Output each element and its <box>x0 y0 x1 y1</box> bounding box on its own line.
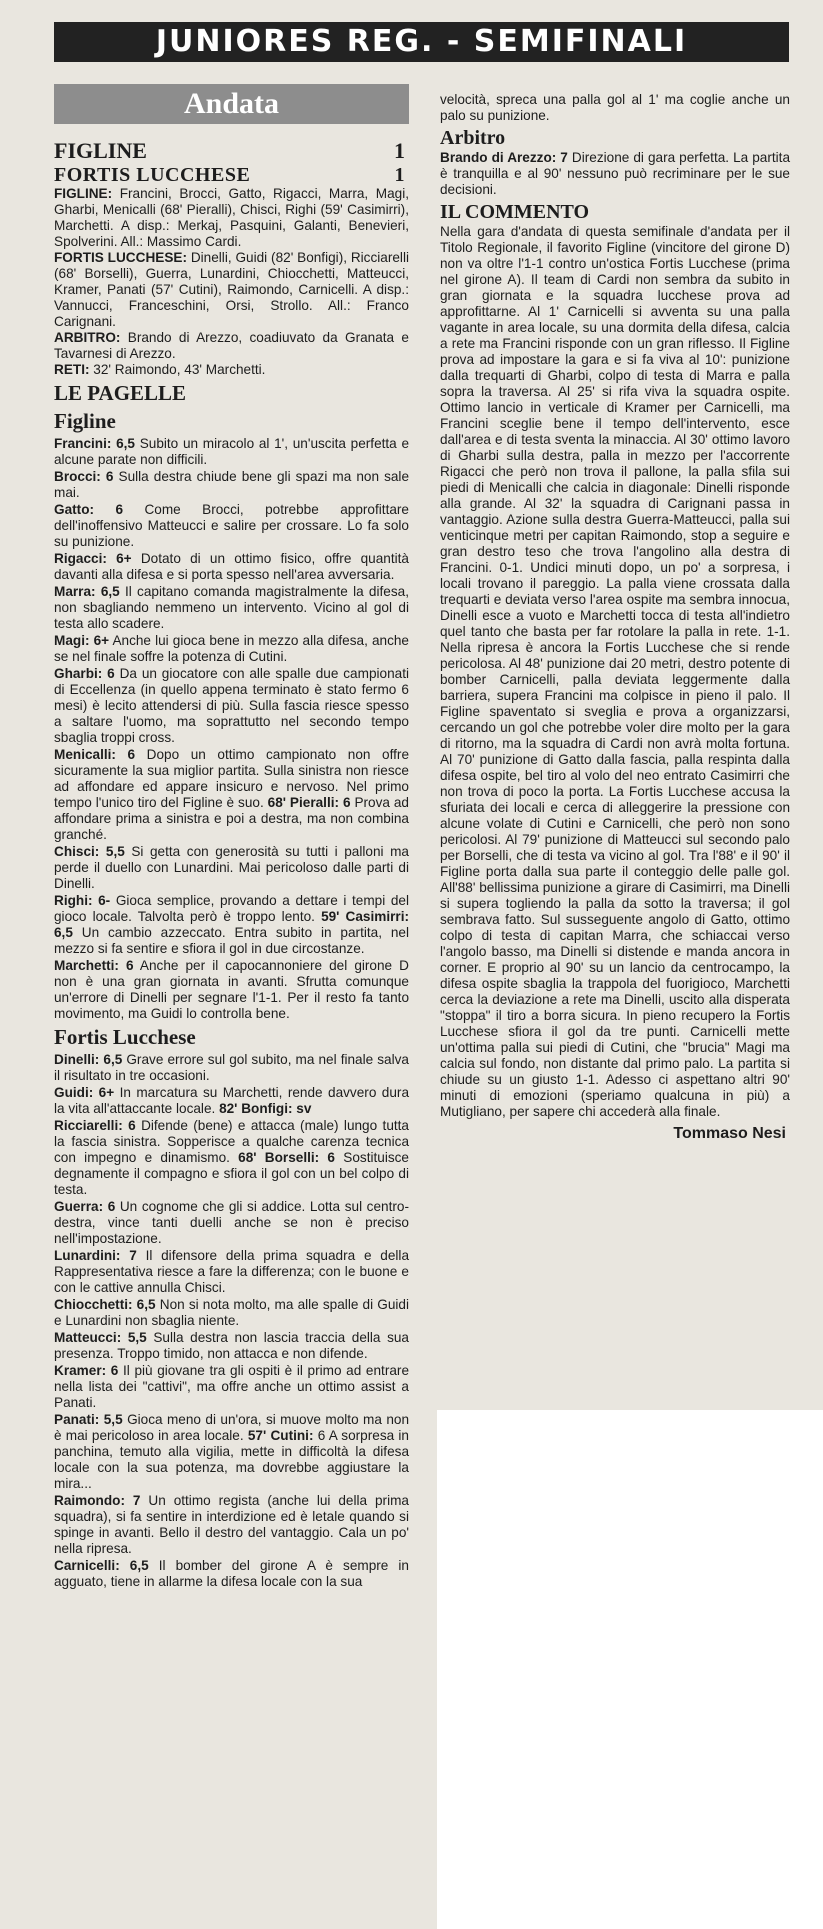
figline-player-name: Marchetti: 6 <box>54 958 134 973</box>
fortis-substitute-comment: Sostituisce degnamente il compagno e sfiora il gol con un bel colpo di testa. <box>54 1150 409 1197</box>
figline-player-comment: Sulla destra chiude bene gli spazi ma non sale mai. <box>54 469 410 500</box>
figline-rating <box>54 584 409 632</box>
figline-substitute-comment: Un cambio azzeccato. Entra subito in partita, nel mezzo si fa sentire e sfiora il gol in due circostanze. <box>54 925 409 956</box>
figline-player-name: Brocci: 6 <box>54 469 114 484</box>
home-team: FIGLINE <box>54 138 147 163</box>
lineup-reti-text: 32' Raimondo, 43' Marchetti. <box>93 362 266 377</box>
away-score: 1 <box>394 164 405 186</box>
lineup-arbitro-text: Brando di Arezzo, coadiuvato da Granata e Tavarnesi di Arezzo. <box>54 330 409 361</box>
figline-player-name: Menicalli: 6 <box>54 747 136 762</box>
home-score: 1 <box>394 138 405 163</box>
fortis-rating <box>54 1412 409 1492</box>
score-away-row <box>54 164 409 186</box>
score-home-row <box>54 138 409 164</box>
figline-player-name: Magi: 6+ <box>54 633 110 648</box>
arbitro-rating <box>440 150 790 198</box>
fortis-player-name: Ricciarelli: 6 <box>54 1118 136 1133</box>
figline-player-comment: Anche lui gioca bene in mezzo alla difesa, anche se nel finale soffre la potenza di Cutini. <box>54 633 409 664</box>
figline-rating <box>54 666 409 746</box>
figline-player-comment: Anche per il capocannoniere del girone D non è una gran giornata in avanti. Sfrutta comunque un'errore di Dinelli per segnare l'1-1. Per il resto fa tanto movimento, ma Guidi lo controlla bene. <box>54 958 409 1021</box>
fortis-player-comment: Sulla destra non lascia traccia della sua presenza. Troppo timido, non attacca e non difende. <box>54 1330 409 1361</box>
fortis-player-name: Raimondo: 7 <box>54 1493 141 1508</box>
fortis-rating <box>54 1052 409 1084</box>
section-andata: Andata <box>54 84 409 124</box>
fortis-rating <box>54 1248 409 1296</box>
figline-substitute-comment: Prova ad affondare prima a sinistra e poi a destra, ma non combina granché. <box>54 795 409 842</box>
figline-player-name: Rigacci: 6+ <box>54 551 132 566</box>
left-column <box>54 84 409 1591</box>
article-author: Tommaso Nesi <box>673 1125 786 1142</box>
commento-text: Nella gara d'andata di questa semifinale d'andata per il Titolo Regionale, il favorito Figline (vincitore del girone D) non va oltre l'1-1 contro un'ostica Fortis Lucchese (prima nel girone A). Il team di Cardi non sembra da subito in gran giornata e la squadra lucchese prova ad approfittarne. Al 1' Carnicelli si avventa su una palla vagante in area locale, su una dormita della difesa, calcia a rete ma Francini risponde con un gran riflesso. Il Figline prova ad impostare la gara e si fa viva al 10': punizione dalla trequarti di Gharbi, colpo di testa di Marra e palla sopra la traversa. Al 25' si rifa viva la squadra ospite. Ottimo lancio in verticale di Kramer per Carnicelli, ma Francini sceglie bene il tempo dell'intervento, esce dall'area e di testa sventa la minaccia. Al 30' ottimo lavoro di Gharbi sulla destra, palla in mezzo per l'accorrente Rigacci che però non trova il pallone, la palla sfila sui piedi di Menicalli che calcia in diagonale: Dinelli risponde alla grande. Al 32' la squadra di Carignani passa in vantaggio. Azione sulla destra Guerra-Matteucci, palla sui venticinque metri per capitan Raimondo, stop a seguire e gran destro teso che trova l'angolino alla destra di Francini. 0-1. Undici minuti dopo, un po' a sorpresa, i locali trovano il pareggio. La palla viene crossata dalla trequarti e deviata verso l'area ospite ma sembra innocua, Dinelli esce a vuoto e Marchetti tocca di testa all'indietro quel tanto che basta per far rotolare la palla in rete. 1-1. Nella ripresa è ancora la Fortis Lucchese che si rende pericolosa. Al 48' punizione dai 20 metri, destro potente di bomber Carnicelli, palla deviata leggermente dalla barriera, supera Francini ma colpisce in pieno il palo. Il Figline spaventato si sveglia e prova a organizzarsi, cercando un gol che potrebbe voler dire molto per la gara di ritorno, ma la squadra di Cardi non avrà molta fortuna. Al 70' punizione di Gatto dalla fascia, palla respinta dalla difesa ospite, bel tiro al volo del neo entrato Casimirri che non trova di poco la porta. La Fortis Lucchese accusa la sfuriata dei locali e cerca di alleggerire la pressione con alcune volate di Cutini e Carnicelli, che però non sono pericolosi. Al 79' punizione di Matteucci sul secondo palo per Borselli, che di testa va vicino al gol. Tra l'88' e il 90' il Figline porta dalla sua parte il conteggio delle palle gol. All'88' bellissima punizione a girare di Casimirri, ma Dinelli si supera togliendo la palla da sotto la traversa; il gol sembrava fatto. Sul susseguente angolo di Gatto, ottimo colpo di testa di capitan Marra, che schiaccai verso l'angolo basso, ma Dinelli si distende e manda ancora in corner. E proprio al 90' su un lancio da centrocampo, la difesa ospite sbaglia la trappola del fuorigioco, Marchetti cerca la deviazione a rete ma Dinelli, uscito alla disperata "stoppa" il tiro a borra sicura. In pieno recupero la Fortis Lucchese sfiora il gol da tre punti. Carnicelli mette un'ottima palla sui piedi di Cutini, che "brucia" Magi ma calcia sul fondo, non distante dal primo palo. La partita si chiude su un giusto 1-1. Adesso ci aspettano altri 90' minuti di emozioni (speriamo qualcuna in più) a Mutigliano, per sapere chi accederà alla finale. <box>440 224 790 1119</box>
figline-player-comment: Come Brocci, potrebbe approfittare dell'inoffensivo Matteucci e salire per crossare. Lo fa solo su punizione. <box>54 502 409 549</box>
figline-substitute-name: 59' Casimirri: 6,5 <box>54 909 409 940</box>
fortis-player-comment: In marcatura su Marchetti, rende davvero dura la vita all'attaccante locale. <box>54 1085 410 1116</box>
fortis-player-comment: Un cognome che gli si addice. Lotta sul centro- destra, vince tanti duelli anche se non è preciso nell'impostazione. <box>54 1199 409 1246</box>
fortis-rating <box>54 1118 409 1198</box>
lineup-arbitro <box>54 330 409 362</box>
fortis-player-name: Kramer: 6 <box>54 1363 119 1378</box>
arbitro-rating-name: Brando di Arezzo: 7 <box>440 150 568 165</box>
arbitro-rating-text: Direzione di gara perfetta. La partita è tranquilla e al 90' nessuno può recriminare per le sue decisioni. <box>440 150 790 197</box>
lineup-fortis <box>54 250 409 330</box>
lineup-figline-text: Francini, Brocci, Gatto, Rigacci, Marra, Magi, Gharbi, Menicalli (68' Pieralli), Chisci, Righi (59' Casimirri), Marchetti. A disp.: Merkaj, Pasquini, Galanti, Benevieri, Spolverini. All.: Massimo Cardi. <box>54 186 409 249</box>
figline-player-name: Gharbi: 6 <box>54 666 115 681</box>
arbitro-head: Arbitro <box>440 127 506 149</box>
fortis-substitute-name: 82' Bonfigi: sv <box>219 1101 312 1116</box>
lineup-arbitro-label: ARBITRO: <box>54 330 121 345</box>
commento-head: IL COMMENTO <box>440 201 590 223</box>
fortis-rating <box>54 1297 409 1329</box>
page-banner: JUNIORES REG. - SEMIFINALI <box>54 22 789 62</box>
fortis-player-comment: Il difensore della prima squadra e della Rappresentativa riesce a fare la differenza; con le buone e con le cattive annulla Chisci. <box>54 1248 410 1295</box>
away-team: FORTIS LUCCHESE <box>54 164 251 186</box>
fortis-player-comment: Il bomber del girone A è sempre in agguato, tiene in allarme la difesa locale con la sua <box>54 1558 409 1589</box>
figline-player-comment: Gioca semplice, provando a dettare i tempi del gioco locale. Talvolta però è troppo lento. <box>54 893 409 924</box>
figline-player-name: Francini: 6,5 <box>54 436 135 451</box>
figline-rating <box>54 958 409 1022</box>
lineup-figline <box>54 186 409 250</box>
fortis-rating <box>54 1493 409 1557</box>
fortis-player-comment: Grave errore sul gol subito, ma nel finale salva il risultato in tre occasioni. <box>54 1052 409 1083</box>
fortis-player-name: Dinelli: 6,5 <box>54 1052 123 1067</box>
figline-player-comment: Dopo un ottimo campionato non offre sicuramente la sua miglior partita. Sulla sinistra non riesce ad affondare ed appare insicuro e nervoso. Nel primo tempo l'unico tiro del Figline è suo. <box>54 747 410 810</box>
figline-player-name: Chisci: 5,5 <box>54 844 125 859</box>
fortis-rating <box>54 1330 409 1362</box>
figline-rating <box>54 633 409 665</box>
figline-rating <box>54 469 409 501</box>
fortis-substitute-name: 57' Cutini: <box>247 1428 314 1443</box>
figline-ratings-list <box>54 436 409 1022</box>
fortis-rating <box>54 1363 409 1411</box>
fortis-substitute-comment: 6 A sorpresa in panchina, temuto alla vigilia, mette in difficoltà la difesa locale con la sua potenza, ma dovrebbe aggiustare la mira... <box>54 1428 409 1491</box>
fortis-player-comment: Gioca meno di un'ora, si muove molto ma non è mai pericoloso in area locale. <box>54 1412 410 1443</box>
fortis-ratings-list <box>54 1052 409 1590</box>
lineup-reti <box>54 362 409 378</box>
figline-player-comment: Il capitano comanda magistralmente la difesa, non sbagliando nemmeno un intervento. Vicino al gol di testa allo scadere. <box>54 584 409 631</box>
figline-player-comment: Dotato di un ottimo fisico, offre quantità davanti alla difesa e si porta spesso nell'area avversaria. <box>54 551 409 582</box>
pagelle-title: LE PAGELLE <box>54 381 187 405</box>
fortis-player-comment: Difende (bene) e attacca (male) lungo tutta la fascia sinistra. Sopperisce a qualche carenza tecnica con impegno e dinamismo. <box>54 1118 409 1165</box>
figline-player-comment: Si getta con generosità su tutti i palloni ma perde il duello con Lunardini. Mai pericoloso dalle parti di Dinelli. <box>54 844 409 891</box>
blank-area <box>437 1410 823 1929</box>
figline-rating <box>54 551 409 583</box>
fortis-player-name: Carnicelli: 6,5 <box>54 1558 149 1573</box>
fortis-player-comment: Il più giovane tra gli ospiti è il primo ad entrare nella lista dei "cattivi", ma offre anche un ottimo assist a Panati. <box>54 1363 410 1410</box>
figline-rating <box>54 502 409 550</box>
figline-rating <box>54 436 409 468</box>
fortis-rating <box>54 1558 409 1590</box>
right-column <box>440 92 790 1144</box>
figline-player-name: Righi: 6- <box>54 893 111 908</box>
figline-player-comment: Subito un miracolo al 1', un'uscita perfetta e alcune parate non difficili. <box>54 436 409 467</box>
lineup-figline-label: FIGLINE: <box>54 186 113 201</box>
figline-player-name: Marra: 6,5 <box>54 584 120 599</box>
figline-substitute-name: 68' Pieralli: 6 <box>267 795 351 810</box>
fortis-substitute-name: 68' Borselli: 6 <box>238 1150 335 1165</box>
fortis-player-name: Lunardini: 7 <box>54 1248 137 1263</box>
fortis-player-comment: Un ottimo regista (anche lui della prima squadra), si fa sentire in interdizione ed è letale quando si spinge in avanti. Bello il destro del vantaggio. Cala un po' nella ripresa. <box>54 1493 409 1556</box>
figline-rating <box>54 893 409 957</box>
fortis-rating <box>54 1085 409 1117</box>
figline-player-comment: Da un giocatore con alle spalle due campionati di Eccellenza (in quello appena terminato è stato fermo 6 mesi) è lecito attendersi di più. Sulla fascia riesce spesso a saltare l'uomo, ma soprattutto nel secondo tempo sbaglia troppi cross. <box>54 666 410 745</box>
fortis-player-comment: Non si nota molto, ma alle spalle di Guidi e Lunardini non sbaglia niente. <box>54 1297 410 1328</box>
figline-rating <box>54 747 409 843</box>
fortis-rating <box>54 1199 409 1247</box>
fortis-player-name: Matteucci: 5,5 <box>54 1330 147 1345</box>
figline-rating <box>54 844 409 892</box>
fortis-player-name: Guerra: 6 <box>54 1199 116 1214</box>
carnicelli-continuation: velocità, spreca una palla gol al 1' ma coglie anche un palo su punizione. <box>440 92 790 123</box>
lineup-reti-label: RETI: <box>54 362 90 377</box>
fortis-player-name: Chiocchetti: 6,5 <box>54 1297 156 1312</box>
lineup-fortis-text: Dinelli, Guidi (82' Bonfigi), Ricciarelli (68' Borselli), Guerra, Lunardini, Chiocchetti, Matteucci, Kramer, Panati (57' Cutini), Raimondo, Carnicelli. A disp.: Vannucci, Franceschini, Orsi, Strollo. All.: Franco Carignani. <box>54 250 409 329</box>
fortis-ratings-head: Fortis Lucchese <box>54 1025 196 1049</box>
figline-ratings-head: Figline <box>54 409 116 433</box>
fortis-player-name: Panati: 5,5 <box>54 1412 123 1427</box>
fortis-player-name: Guidi: 6+ <box>54 1085 115 1100</box>
lineup-fortis-label: FORTIS LUCCHESE: <box>54 250 187 265</box>
figline-player-name: Gatto: 6 <box>54 502 124 517</box>
